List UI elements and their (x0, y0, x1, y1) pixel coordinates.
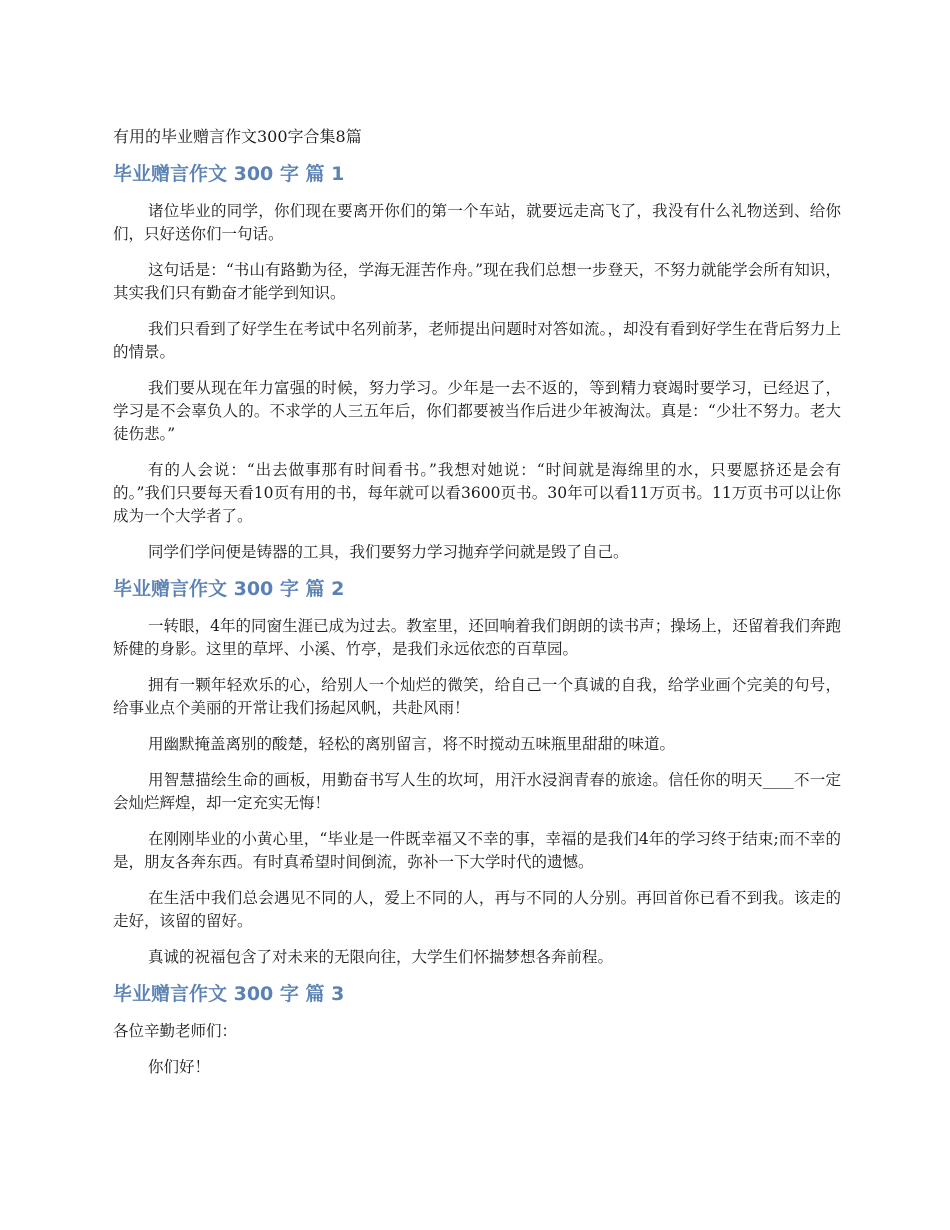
document-page (113, 126, 841, 1092)
section-1 (113, 162, 841, 564)
section-2 (113, 577, 841, 969)
paragraph: 诸位毕业的同学，你们现在要离开你们的第一个车站，就要远走高飞了，我没有什么礼物送到、给你们，只好送你们一句话。 (113, 202, 841, 243)
paragraph: 有的人会说：“出去做事那有时间看书。”我想对她说：“时间就是海绵里的水，只要愿挤还是会有的。”我们只要每天看10页有用的书，每年就可以看3600页书。30年可以看11万页书。11万页书可以让你成为一个大学者了。 (113, 461, 841, 525)
paragraph: 一转眼，4年的同窗生涯已成为过去。教室里，还回响着我们朗朗的读书声；操场上，还留着我们奔跑矫健的身影。这里的草坪、小溪、竹亭，是我们永远依恋的百草园。 (113, 617, 841, 658)
paragraph: 用幽默掩盖离别的酸楚，轻松的离别留言，将不时搅动五味瓶里甜甜的味道。 (148, 735, 676, 753)
section-heading: 毕业赠言作文 300 字 篇 3 (113, 983, 345, 1005)
section-3 (113, 982, 841, 1079)
paragraph: 拥有一颗年轻欢乐的心，给别人一个灿烂的微笑，给自己一个真诚的自我，给学业画个完美的句号，给事业点个美丽的开常让我们扬起风帆，共赴风雨！ (113, 676, 841, 717)
paragraph: 这句话是：“书山有路勤为径，学海无涯苦作舟。”现在我们总想一步登天，不努力就能学会所有知识，其实我们只有勤奋才能学到知识。 (113, 261, 841, 302)
greeting: 各位辛勤老师们： (113, 1022, 238, 1040)
paragraph: 用智慧描绘生命的画板，用勤奋书写人生的坎坷，用汗水浸润青春的旅途。信任你的明天____不一定会灿烂辉煌，却一定充实无悔！ (113, 771, 841, 812)
paragraph: 我们要从现在年力富强的时候，努力学习。少年是一去不返的，等到精力衰竭时要学习，已经迟了，学习是不会辜负人的。不求学的人三五年后，你们都要被当作后进少年被淘汰。真是：“少壮不努力。老大徒伤悲。” (113, 379, 841, 443)
paragraph: 真诚的祝福包含了对未来的无限向往，大学生们怀揣梦想各奔前程。 (148, 948, 614, 966)
document-title: 有用的毕业赠言作文300字合集8篇 (113, 127, 362, 146)
section-heading: 毕业赠言作文 300 字 篇 2 (113, 578, 345, 600)
paragraph: 我们只看到了好学生在考试中名列前茅，老师提出问题时对答如流。，却没有看到好学生在背后努力上的情景。 (113, 320, 841, 361)
paragraph: 你们好！ (148, 1058, 211, 1076)
paragraph: 同学们学问便是铸器的工具，我们要努力学习抛弃学问就是毁了自己。 (148, 543, 629, 561)
paragraph: 在刚刚毕业的小黄心里，“毕业是一件既幸福又不幸的事，幸福的是我们4年的学习终于结束;而不幸的是，朋友各奔东西。有时真希望时间倒流，弥补一下大学时代的遗憾。 (113, 830, 841, 871)
paragraph: 在生活中我们总会遇见不同的人，爱上不同的人，再与不同的人分别。再回首你已看不到我。该走的走好，该留的留好。 (113, 889, 841, 930)
section-heading: 毕业赠言作文 300 字 篇 1 (113, 163, 345, 185)
